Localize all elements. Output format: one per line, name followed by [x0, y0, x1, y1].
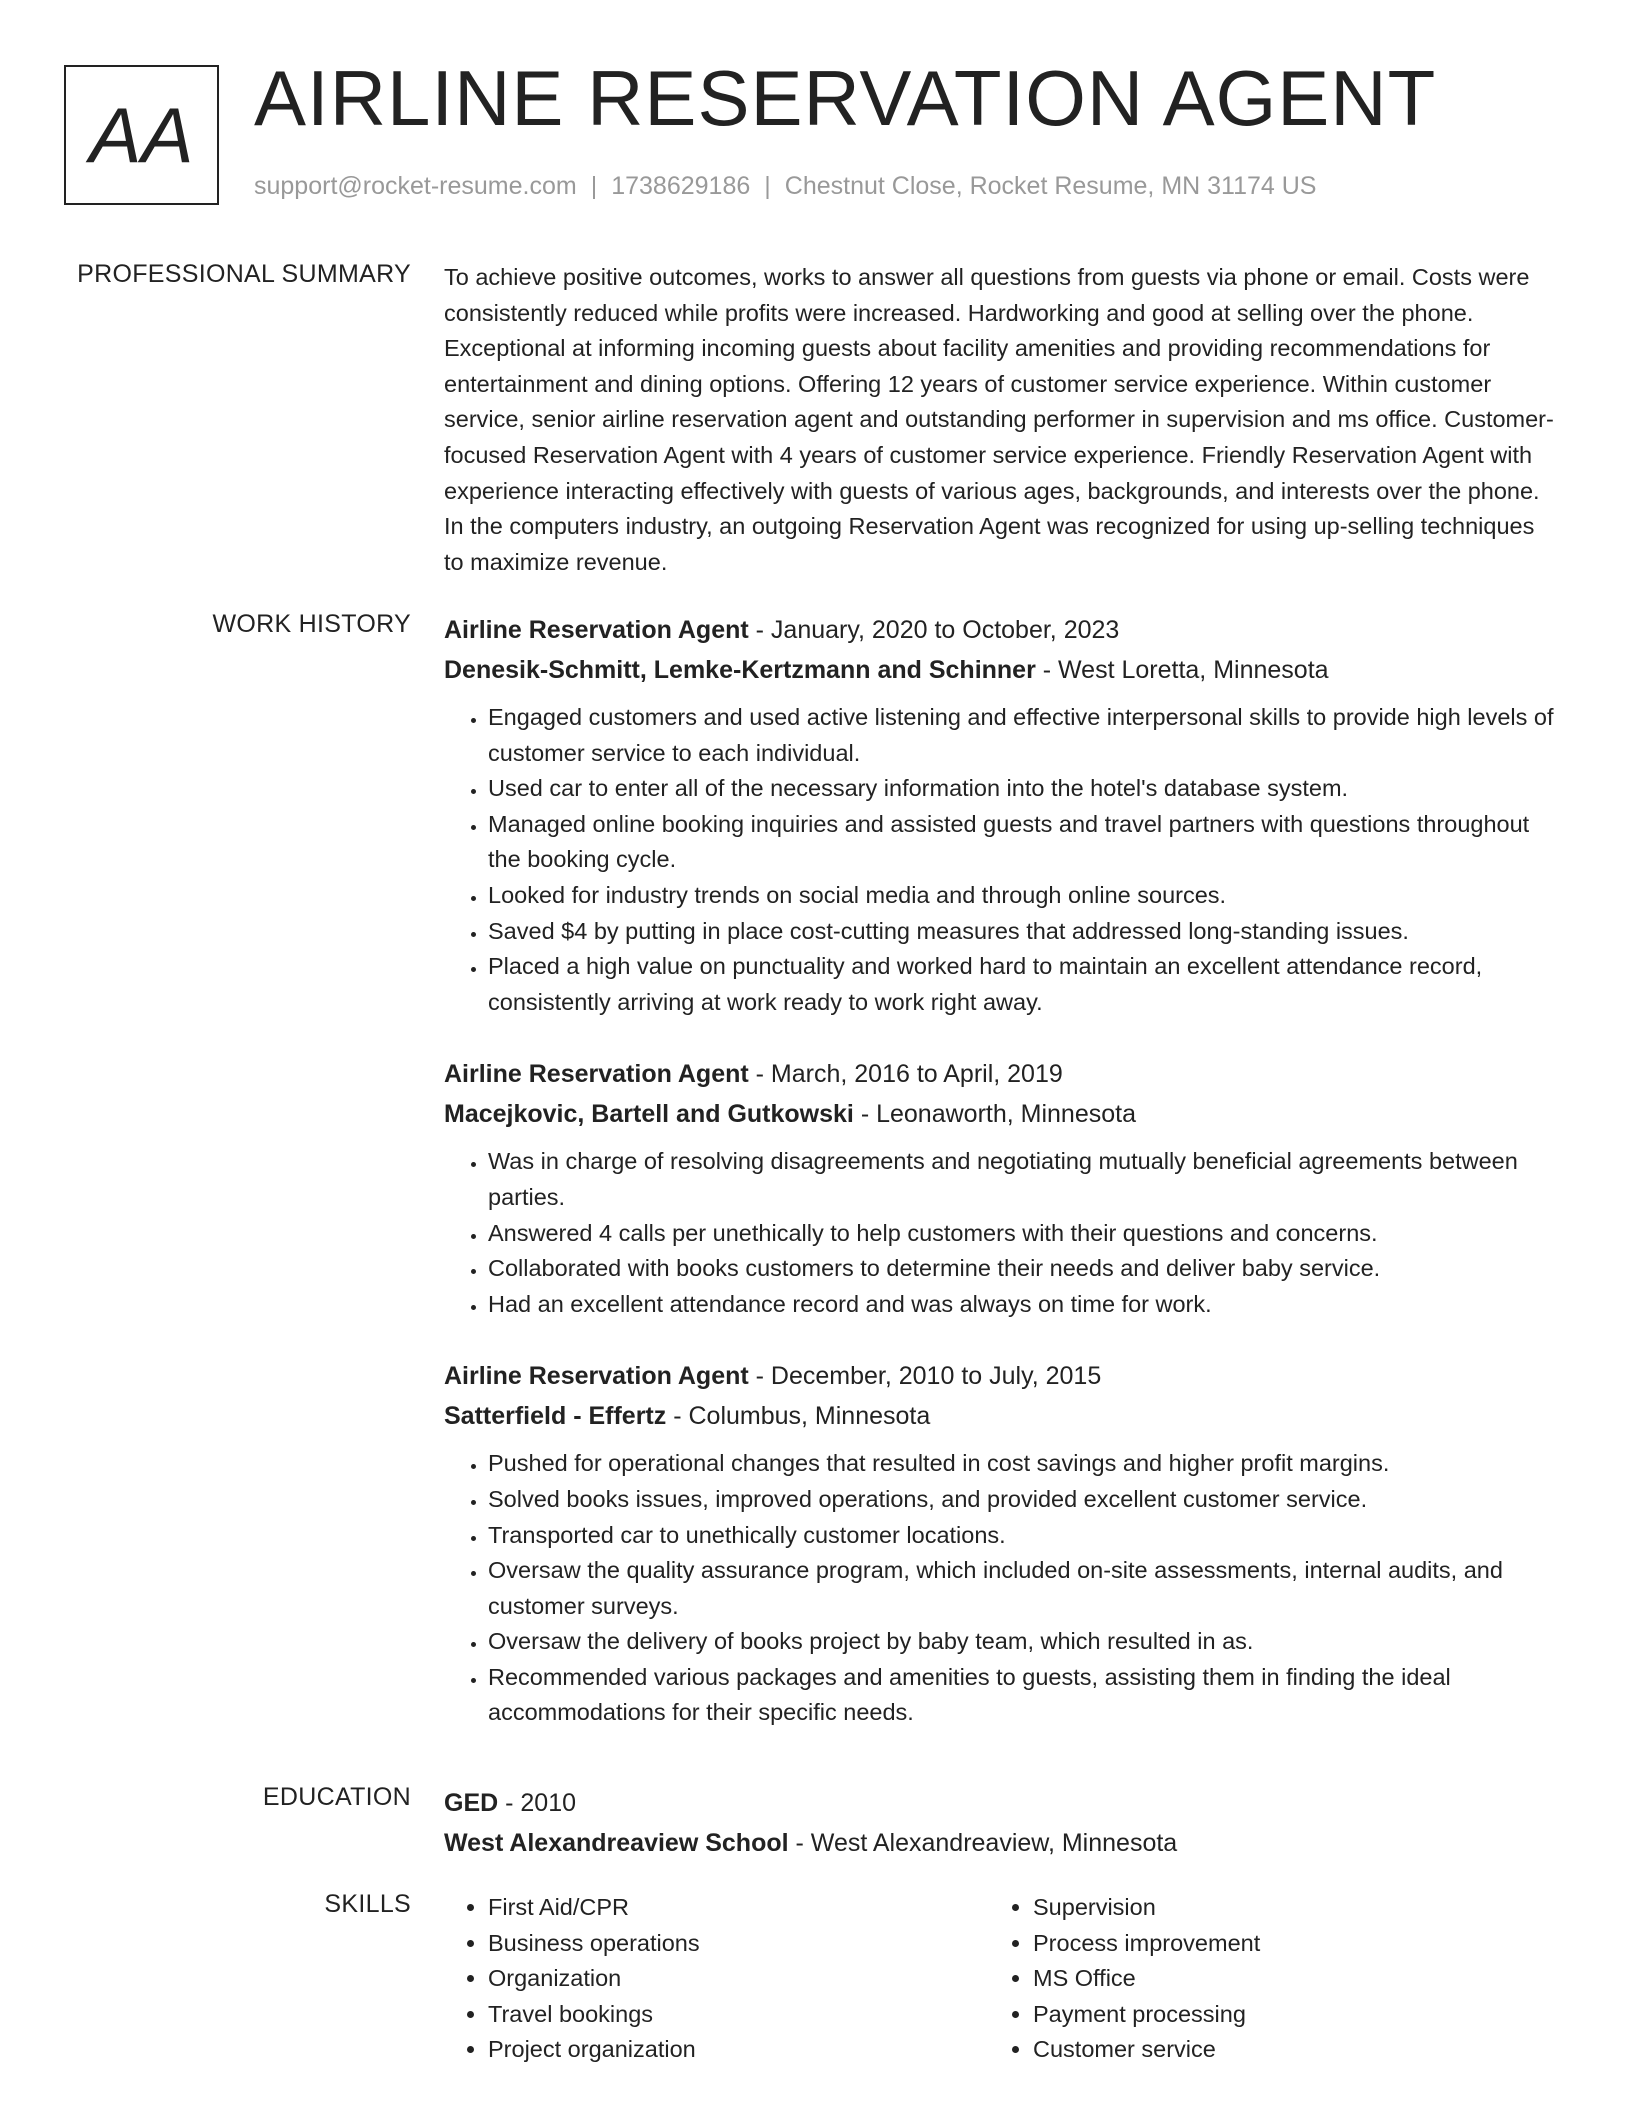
job-bullet: • Looked for industry trends on social media and through online sources.: [488, 878, 1556, 914]
job-org-line: [444, 1094, 1556, 1134]
skills-list: [444, 1890, 989, 2068]
skill-item: • Organization: [488, 1961, 989, 1997]
contact-separator: |: [764, 172, 771, 200]
job-bullet: • Managed online booking inquiries and assisted guests and travel partners with questions throughout the booking cycle.: [488, 807, 1556, 878]
job-bullet: • Pushed for operational changes that resulted in cost savings and higher profit margins.: [488, 1446, 1556, 1482]
job-bullet: • Collaborated with books customers to determine their needs and deliver baby service.: [488, 1251, 1556, 1287]
skills-grid: [444, 1890, 1556, 2068]
skill-item: • Project organization: [488, 2032, 989, 2068]
job-title: Airline Reservation Agent: [444, 1060, 749, 1089]
skill-item: • Business operations: [488, 1926, 989, 1962]
job-bullet: • Recommended various packages and amenities to guests, assisting them in finding the ideal accommodations for their specific needs.: [488, 1660, 1556, 1731]
education-location: - West Alexandreaview, Minnesota: [788, 1829, 1178, 1857]
job-dates: - March, 2016 to April, 2019: [748, 1060, 1063, 1089]
job-location: - Columbus, Minnesota: [666, 1402, 931, 1431]
job-bullet: • Solved books issues, improved operations, and provided excellent customer service.: [488, 1482, 1556, 1518]
job-entry: [444, 1356, 1556, 1731]
education-school-line: [444, 1823, 1556, 1863]
skill-item: • MS Office: [1033, 1961, 1534, 1997]
work-history-label: WORK HISTORY: [212, 610, 411, 638]
contact-separator: |: [590, 172, 598, 200]
skill-item: • Customer service: [1033, 2032, 1534, 2068]
job-bullet: • Was in charge of resolving disagreements and negotiating mutually beneficial agreements between parties.: [488, 1144, 1556, 1215]
contact-line: [254, 172, 1316, 201]
skill-item: • Process improvement: [1033, 1926, 1534, 1962]
education-body: [444, 1783, 1556, 1863]
job-company: Macejkovic, Bartell and Gutkowski: [444, 1100, 854, 1129]
summary-text: To achieve positive outcomes, works to answer all questions from guests via phone or email. Costs were consistently reduced while profits were increased. Hardworking and good at selling over the phone. Exceptional at informing incoming guests about facility amenities and providing recommendations for entertainment and dining options. Offering 12 years of customer service experience. Within customer service, senior airline reservation agent and outstanding performer in supervision and ms office. Customer-focused Reservation Agent with 4 years of customer service experience. Friendly Reservation Agent with experience interacting effectively with guests of various ages, backgrounds, and interests over the phone. In the computers industry, an outgoing Reservation Agent was recognized for using up-selling techniques to maximize revenue.: [444, 264, 1554, 575]
job-bullet: • Placed a high value on punctuality and worked hard to maintain an excellent attendance record, consistently arriving at work ready to work right away.: [488, 949, 1556, 1020]
job-dates: - December, 2010 to July, 2015: [748, 1362, 1102, 1391]
monogram-badge: AA: [64, 65, 219, 205]
work-history-body: [444, 610, 1556, 1765]
job-dates: - January, 2020 to October, 2023: [748, 616, 1120, 644]
job-title: Airline Reservation Agent: [444, 1362, 749, 1391]
job-bullet: • Answered 4 calls per unethically to help customers with their questions and concerns.: [488, 1216, 1556, 1252]
job-bullets: [444, 1446, 1556, 1731]
job-location: - Leonaworth, Minnesota: [853, 1100, 1136, 1129]
job-bullet: • Had an excellent attendance record and was always on time for work.: [488, 1287, 1556, 1323]
skills-label: SKILLS: [324, 1890, 411, 1918]
job-title-line: [444, 610, 1556, 650]
summary-label: PROFESSIONAL SUMMARY: [77, 260, 411, 288]
job-bullet: • Oversaw the quality assurance program, which included on-site assessments, internal audits, and customer surveys.: [488, 1553, 1556, 1624]
job-location: - West Loretta, Minnesota: [1035, 656, 1329, 684]
skills-column-right: [989, 1890, 1534, 2068]
contact-phone: 1738629186: [611, 172, 751, 200]
job-bullets: [444, 700, 1556, 1020]
education-school: West Alexandreaview School: [444, 1829, 789, 1857]
job-bullet: • Oversaw the delivery of books project by baby team, which resulted in as.: [488, 1624, 1556, 1660]
job-company: Denesik-Schmitt, Lemke-Kertzmann and Schinner: [444, 656, 1036, 684]
skill-item: • Travel bookings: [488, 1997, 989, 2033]
job-company: Satterfield - Effertz: [444, 1402, 667, 1431]
job-title: Airline Reservation Agent: [444, 616, 749, 644]
education-degree: GED: [444, 1789, 499, 1817]
job-title-line: [444, 1054, 1556, 1094]
skill-item: • Payment processing: [1033, 1997, 1534, 2033]
job-bullet: • Used car to enter all of the necessary information into the hotel's database system.: [488, 771, 1556, 807]
job-bullets: [444, 1144, 1556, 1322]
job-bullet: • Transported car to unethically customer locations.: [488, 1518, 1556, 1554]
job-bullet: • Saved $4 by putting in place cost-cutting measures that addressed long-standing issues.: [488, 914, 1556, 950]
education-degree-line: [444, 1783, 1556, 1823]
job-title-line: [444, 1356, 1556, 1396]
job-bullet: • Engaged customers and used active listening and effective interpersonal skills to provide high levels of customer service to each individual.: [488, 700, 1556, 771]
skill-item: • Supervision: [1033, 1890, 1534, 1926]
skills-list: [989, 1890, 1534, 2068]
job-org-line: [444, 650, 1556, 690]
education-year: - 2010: [498, 1789, 577, 1817]
skill-item: • First Aid/CPR: [488, 1890, 989, 1926]
job-org-line: [444, 1396, 1556, 1436]
page-title: AIRLINE RESERVATION AGENT: [254, 54, 1437, 142]
job-entry: [444, 610, 1556, 1020]
skills-column-left: [444, 1890, 989, 2068]
contact-email: support@rocket-resume.com: [254, 172, 577, 200]
skills-body: [444, 1890, 1556, 2068]
contact-address: Chestnut Close, Rocket Resume, MN 31174 US: [784, 172, 1317, 200]
education-label: EDUCATION: [262, 1783, 411, 1811]
job-entry: [444, 1054, 1556, 1322]
